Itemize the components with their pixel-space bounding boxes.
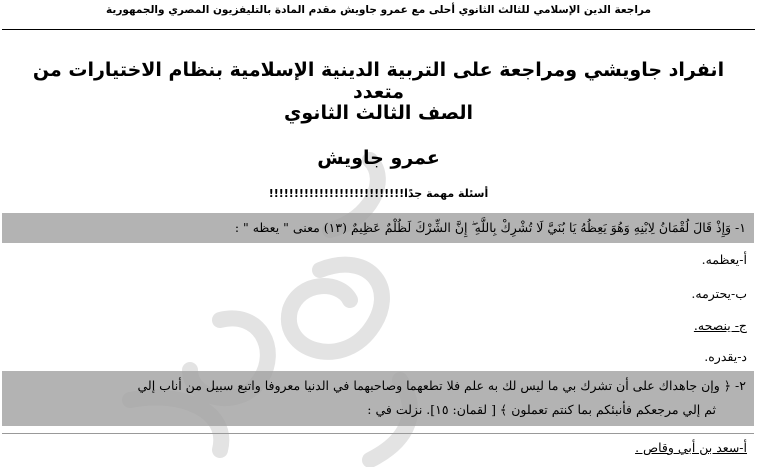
question-1-option-a: أ-يعظمه. <box>701 252 747 267</box>
author-name: عمرو جاويش <box>317 147 440 169</box>
question-1 <box>2 213 754 243</box>
page-title-line1: انفراد جاويشي ومراجعة على التربية الدينية الإسلامية بنظام الاختيارات من متعدد <box>32 59 725 103</box>
subheading: أسئلة مهمة جدًا!!!!!!!!!!!!!!!!!!!!!!!!!!! <box>268 187 489 200</box>
divider <box>2 433 754 434</box>
question-2-line1: ٢- ﴿ وإن جاهداك على أن تشرك بي ما ليس لك به علم فلا تطعهما وصاحبهما في الدنيا معروفا واتبع سبيل من أناب إلي <box>137 378 746 393</box>
question-2-option-a: أ-سعد بن أبي وقاص . <box>635 440 747 455</box>
question-1-option-b: ب-يحترمه. <box>691 286 747 301</box>
question-1-option-c: ج- ينصحه. <box>693 318 747 333</box>
running-header: مراجعة الدين الإسلامي للثالث الثانوي أحلى مع عمرو جاويش مقدم المادة بالتليفزيون المصري والجمهورية <box>106 4 651 16</box>
question-2 <box>2 371 754 426</box>
page-title-line2: الصف الثالث الثانوي <box>283 102 473 124</box>
question-1-option-d: د-يقدره. <box>704 349 747 364</box>
question-1-text: ١- وَإِذْ قَالَ لُقْمَانُ لِابْنِهِ وَهُوَ يَعِظُهُ يَا بُنَيَّ لَا تُشْرِكْ بِاللَّهِ ۖ إِنَّ الشِّرْكَ لَظُلْمٌ عَظِيمٌ (١٣) معنى " يعظه " : <box>234 220 746 235</box>
header-rule <box>2 29 755 30</box>
question-2-line2: ثم إلي مرجعكم فأنبئكم بما كنتم تعملون ﴾ [ لقمان: ١٥]. نزلت في : <box>367 402 716 417</box>
